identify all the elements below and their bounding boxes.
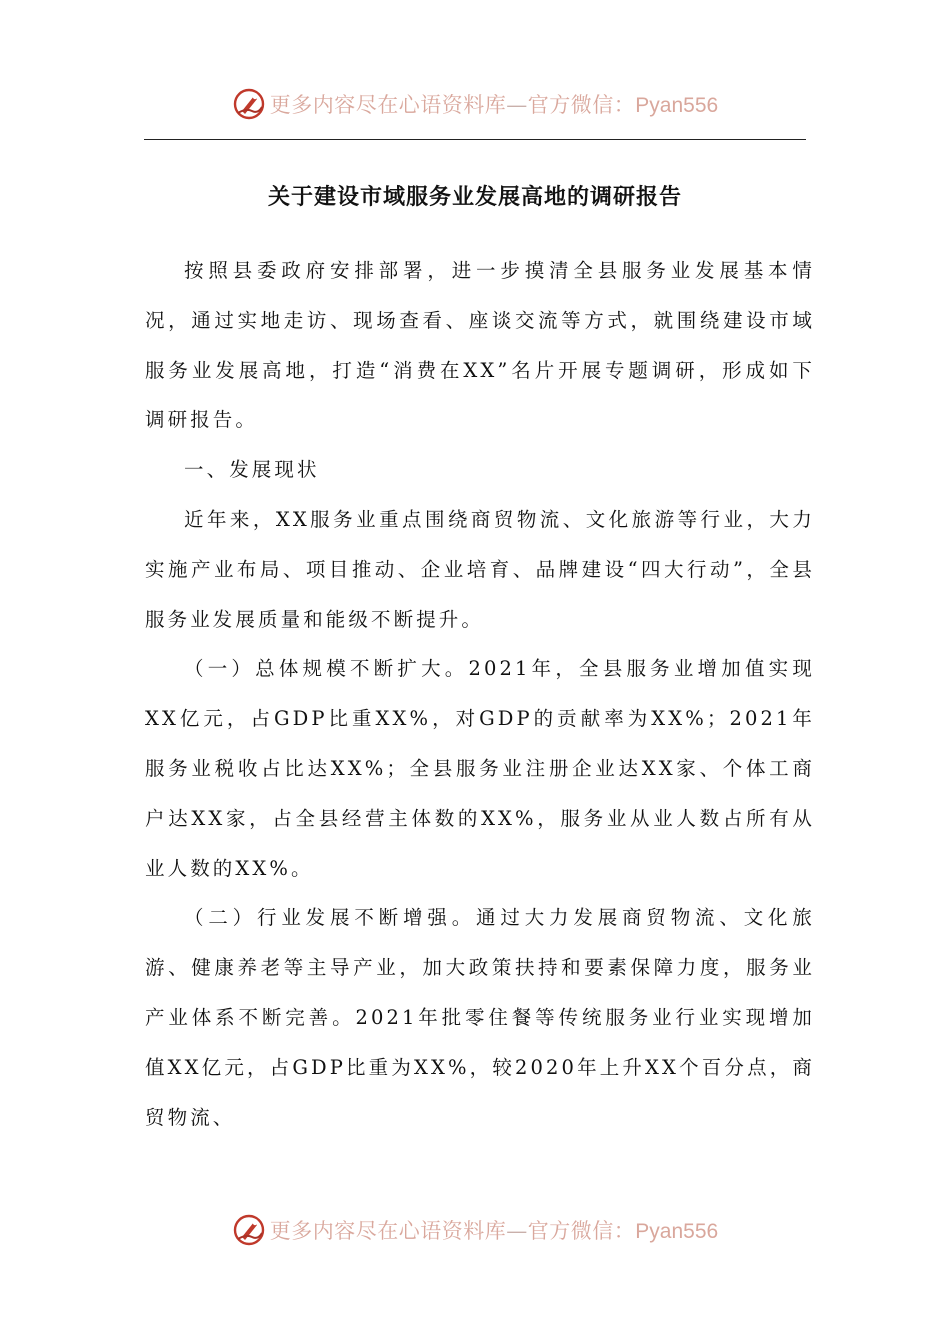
watermark-site-text: 更多内容尽在心语资料库 — [269, 1219, 507, 1243]
logo-icon — [232, 87, 266, 121]
watermark-wechat-label: 官方微信： — [527, 93, 636, 117]
watermark-separator: — — [506, 93, 528, 117]
logo-icon — [232, 1213, 266, 1247]
paragraph-intro: 按照县委政府安排部署，进一步摸清全县服务业发展基本情况，通过实地走访、现场查看、座谈交流等方式，就围绕建设市域服务业发展高地，打造“消费在XX”名片开展专题调研，形成如下调研报告。 — [145, 259, 815, 432]
watermark-wechat-label: 官方微信： — [527, 1219, 636, 1243]
watermark-text — [270, 89, 718, 119]
footer-watermark — [0, 1210, 950, 1250]
header-watermark — [0, 84, 950, 124]
watermark-account: Pyan556 — [635, 94, 719, 117]
paragraph-overview: 近年来，XX服务业重点围绕商贸物流、文化旅游等行业，大力实施产业布局、项目推动、企业培育、品牌建设“四大行动”，全县服务业发展质量和能级不断提升。 — [145, 507, 815, 631]
watermark-text — [270, 1215, 718, 1245]
document-body — [145, 246, 815, 1142]
watermark-separator: — — [506, 1219, 528, 1243]
watermark-site-text: 更多内容尽在心语资料库 — [269, 93, 507, 117]
paragraph-industry: （二）行业发展不断增强。通过大力发展商贸物流、文化旅游、健康养老等主导产业，加大政策扶持和要素保障力度，服务业产业体系不断完善。2021年批零住餐等传统服务业行业实现增加值XX亿元，占GDP比重为XX%，较2020年上升XX个百分点，商贸物流、 — [145, 906, 815, 1129]
section-heading: 一、发展现状 — [184, 458, 320, 482]
document-title: 关于建设市域服务业发展高地的调研报告 — [267, 185, 682, 210]
header-divider — [144, 139, 806, 140]
paragraph-scale: （一）总体规模不断扩大。2021年，全县服务业增加值实现XX亿元，占GDP比重XX%，对GDP的贡献率为XX%；2021年服务业税收占比达XX%；全县服务业注册企业达XX家、个体工商户达XX家，占全县经营主体数的XX%，服务业从业人数占所有从业人数的XX%。 — [145, 657, 815, 880]
watermark-account: Pyan556 — [635, 1220, 719, 1243]
